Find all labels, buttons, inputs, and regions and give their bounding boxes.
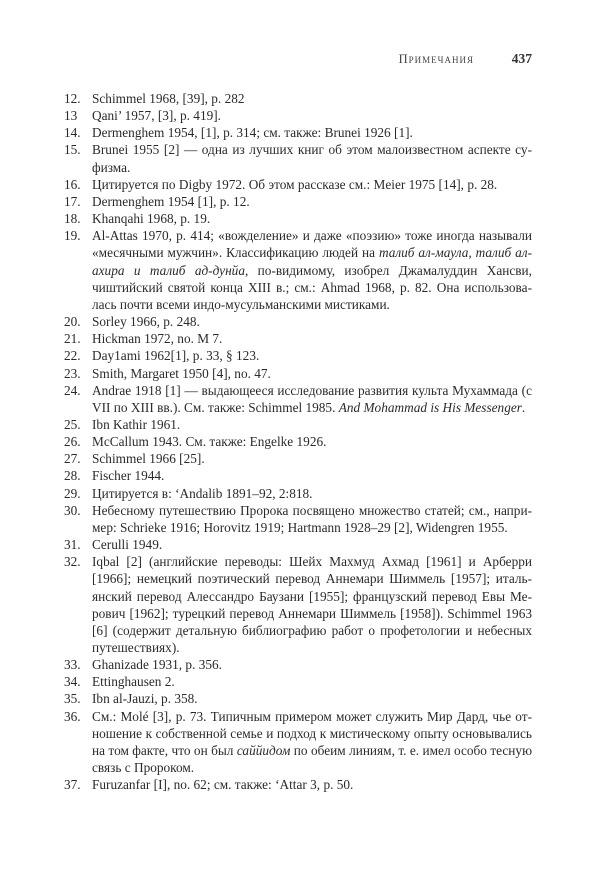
note-text: Hickman 1972, no. M 7. <box>92 331 223 347</box>
note-text: Qani’ 1957, [3], p. 419]. <box>92 108 222 124</box>
note-text: Khanqahi 1968, p. 19. <box>92 211 211 227</box>
running-title: Примечания <box>398 52 474 66</box>
note-text: См.: Molé [3], p. 73. Типичным примером может служить Мир Дард, чье отношение к собственной семье и подход к мистическому опыту основывались на том факте, что он был <box>92 708 532 758</box>
note-item <box>64 141 532 175</box>
note-number: 27. <box>64 451 81 467</box>
note-number: 30. <box>64 502 81 518</box>
note-text: Dermenghem 1954, [1], p. 314; см. также: Brunei 1926 [1]. <box>92 125 413 141</box>
note-text: Цитируется в: ‘Andalib 1891–92, 2:818. <box>92 485 313 501</box>
note-text: . <box>521 399 526 415</box>
note-text: Sorley 1966, p. 248. <box>92 314 200 330</box>
note-item <box>64 210 532 227</box>
note-item <box>64 433 532 450</box>
note-item <box>64 124 532 141</box>
note-item <box>64 553 532 656</box>
note-item <box>64 690 532 707</box>
note-number: 33. <box>64 657 81 673</box>
note-number: 14. <box>64 125 81 141</box>
note-text-italic: талиб ал-маула, талиб ал-ахира и талиб ад-дунйа <box>92 245 532 278</box>
note-text: Day1ami 1962[1], p. 33, § 123. <box>92 348 260 364</box>
note-item <box>64 107 532 124</box>
note-item <box>64 313 532 330</box>
note-number: 35. <box>64 691 81 707</box>
note-number: 22. <box>64 348 81 364</box>
note-number: 32. <box>64 554 81 570</box>
notes-list <box>64 90 532 793</box>
note-text: Ghanizade 1931, p. 356. <box>92 657 222 673</box>
note-text: Schimmel 1968, [39], p. 282 <box>92 91 245 106</box>
note-number: 12. <box>64 91 81 106</box>
note-text: Ibn Kathir 1961. <box>92 416 181 432</box>
note-number: 31. <box>64 537 81 553</box>
note-item <box>64 485 532 502</box>
note-number: 21. <box>64 331 81 347</box>
note-item <box>64 502 532 536</box>
note-text: по обеим линиям, т. е. имел особо тесную связь с Пророком. <box>92 742 532 776</box>
note-text: Небесному путешествию Пророка посвящено множество статей; см., например: Schrieke 1916; Horovitz 1919; Hartmann 1928–29 [2], Widengren 1955. <box>92 502 532 535</box>
note-text: Ibn al-Jauzi, p. 358. <box>92 691 198 707</box>
note-text: McCallum 1943. См. также: Engelke 1926. <box>92 434 327 450</box>
note-item <box>64 176 532 193</box>
note-item <box>64 673 532 690</box>
note-number: 29. <box>64 485 81 501</box>
note-text: Furuzanfar [I], no. 62; см. также: ‘Attar 3, p. 50. <box>92 777 354 793</box>
note-number: 13 <box>64 108 78 124</box>
note-text: Dermenghem 1954 [1], p. 12. <box>92 193 250 209</box>
note-number: 17. <box>64 193 81 209</box>
note-text: , по-видимому, изобрел Джамалуддин Хансви, чиштийский святой конца XIII в.; см.: Ahmad 1968, p. 82. Она использовалась почти всеми индо-мусульманскими мистиками. <box>92 262 532 312</box>
note-item <box>64 416 532 433</box>
note-text: Brunei 1955 [2] — одна из лучших книг об этом малоизвестном аспекте суфизма. <box>92 142 532 175</box>
note-number: 19. <box>64 228 81 244</box>
note-number: 23. <box>64 365 81 381</box>
note-text: Ettinghausen 2. <box>92 674 175 690</box>
note-number: 20. <box>64 314 81 330</box>
note-item <box>64 90 532 107</box>
note-number: 28. <box>64 468 81 484</box>
note-number: 16. <box>64 176 81 192</box>
note-text: Andrae 1918 [1] — выдающееся исследование развития культа Мухаммада (с VII по XIII вв.). См. также: Schimmel 1985. <box>92 382 532 415</box>
note-item <box>64 536 532 553</box>
note-item <box>64 708 532 777</box>
note-text: Al-Attas 1970, p. 414; «вожделение» и даже «поэзию» тоже иногда называли «месячными мужчин». Классификацию людей на <box>92 228 532 261</box>
note-text: Fischer 1944. <box>92 468 165 484</box>
note-number: 26. <box>64 434 81 450</box>
note-item <box>64 347 532 364</box>
note-text: Цитируется по Digby 1972. Об этом рассказе см.: Meier 1975 [14], p. 28. <box>92 176 498 192</box>
note-number: 24. <box>64 382 81 398</box>
note-text-italic: And Mohammad is His Messenger <box>338 399 522 415</box>
note-item <box>64 467 532 484</box>
note-item <box>64 193 532 210</box>
note-number: 34. <box>64 674 81 690</box>
note-number: 36. <box>64 708 81 724</box>
note-item <box>64 330 532 347</box>
note-text: Iqbal [2] (английские переводы: Шейх Махмуд Ахмад [1961] и Арберри [1966]; немецкий поэтический перевод Аннемари Шиммель [1957]; итальянский перевод Алессандро Баузани [1955]; французский перевод Евы Мерович [1962]; турецкий перевод Аннемари Шиммель [1958]). Schimmel 1963 [6] (содержит детальную библиографию работ о профетологии и небесных путешествиях). <box>92 554 532 655</box>
note-number: 15. <box>64 142 81 158</box>
note-number: 37. <box>64 777 81 793</box>
note-text: Schimmel 1966 [25]. <box>92 451 205 467</box>
note-item <box>64 365 532 382</box>
page-header <box>60 52 532 72</box>
page-number: 437 <box>511 51 532 66</box>
note-item <box>64 227 532 313</box>
note-item <box>64 450 532 467</box>
note-item <box>64 382 532 416</box>
note-number: 25. <box>64 416 81 432</box>
note-text-italic: саййидом <box>236 742 291 758</box>
note-text: Smith, Margaret 1950 [4], no. 47. <box>92 365 271 381</box>
note-number: 18. <box>64 211 81 227</box>
note-item <box>64 776 532 793</box>
note-item <box>64 656 532 673</box>
note-text: Cerulli 1949. <box>92 537 163 553</box>
